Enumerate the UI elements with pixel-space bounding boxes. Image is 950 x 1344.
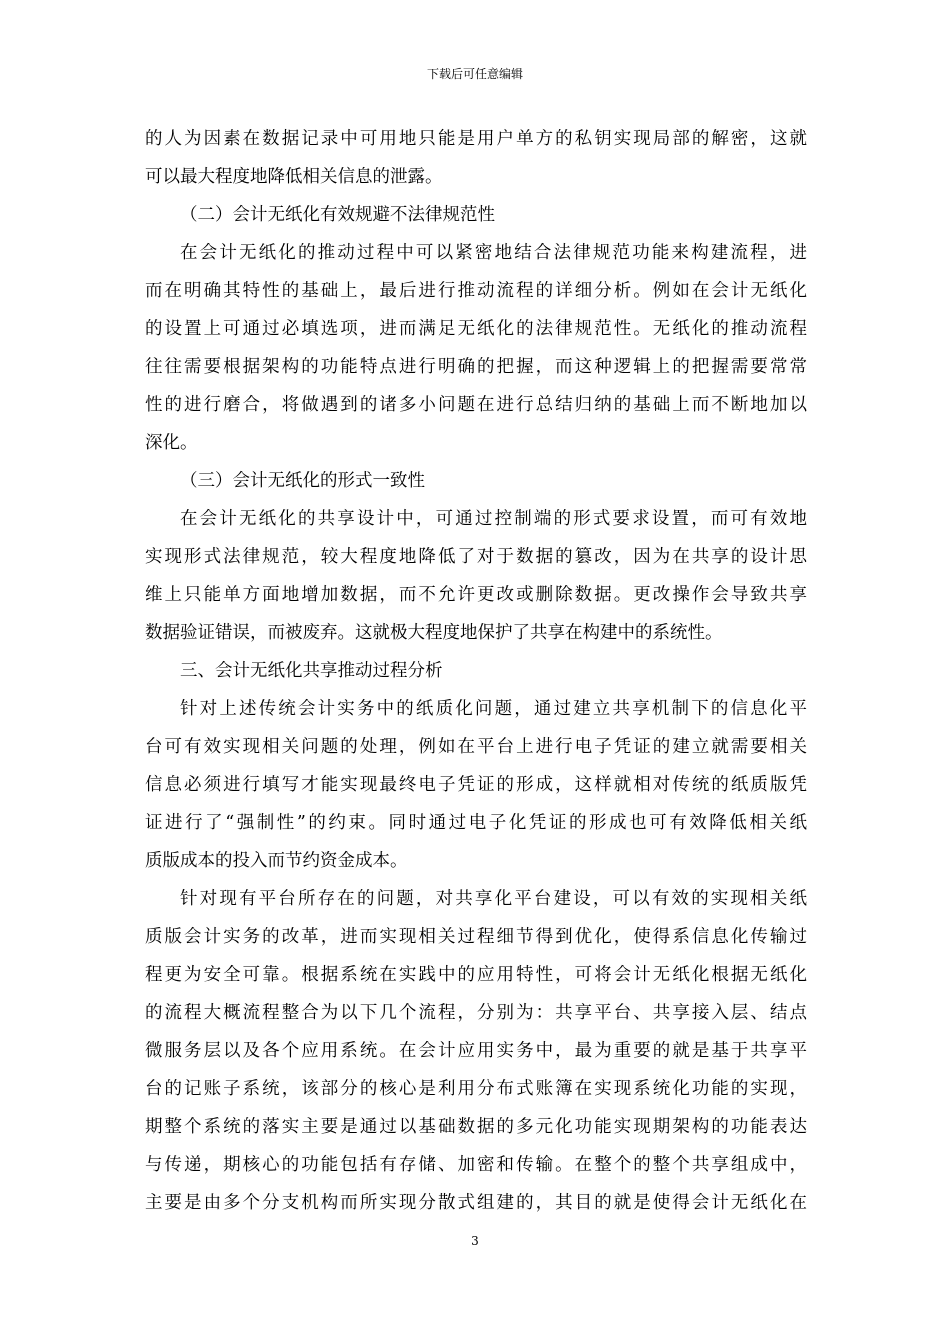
- text-line: 微服务层以及各个应用系统。在会计应用实务中，最为重要的就是基于共享平: [145, 1041, 807, 1061]
- text-line: 在会计无纸化的推动过程中可以紧密地结合法律规范功能来构建流程，进: [180, 243, 807, 263]
- text-line: 台可有效实现相关问题的处理，例如在平台上进行电子凭证的建立就需要相关: [145, 737, 807, 757]
- text-line: 的流程大概流程整合为以下几个流程，分别为：共享平台、共享接入层、结点: [145, 1003, 807, 1023]
- text-line: 台的记账子系统，该部分的核心是利用分布式账簿在实现系统化功能的实现，: [145, 1079, 807, 1099]
- text-line: 质版会计实务的改革，进而实现相关过程细节得到优化，使得系信息化传输过: [145, 927, 807, 947]
- text-line: 针对上述传统会计实务中的纸质化问题，通过建立共享机制下的信息化平: [180, 699, 807, 719]
- text-line: 数据验证错误，而被废弃。这就极大程度地保护了共享在构建中的系统性。: [145, 623, 723, 643]
- text-line: 深化。: [145, 433, 198, 453]
- text-line: 性的进行磨合，将做遇到的诸多小问题在进行总结归纳的基础上而不断地加以: [145, 395, 807, 415]
- text-line: 主要是由多个分支机构而所实现分散式组建的，其目的就是使得会计无纸化在: [145, 1193, 807, 1213]
- text-line: 与传递，期核心的功能包括有存储、加密和传输。在整个的整个共享组成中，: [145, 1155, 807, 1175]
- text-line: 的设置上可通过必填选项，进而满足无纸化的法律规范性。无纸化的推动流程: [145, 319, 807, 339]
- text-line: 质版成本的投入而节约资金成本。: [145, 851, 408, 871]
- text-line: 可以最大程度地降低相关信息的泄露。: [145, 167, 443, 187]
- text-line: 维上只能单方面地增加数据，而不允许更改或删除数据。更改操作会导致共享: [145, 585, 807, 605]
- text-line: 而在明确其特性的基础上，最后进行推动流程的详细分析。例如在会计无纸化: [145, 281, 807, 301]
- section-heading: 三、会计无纸化共享推动过程分析: [180, 661, 443, 681]
- text-line: 期整个系统的落实主要是通过以基础数据的多元化功能实现期架构的功能表达: [145, 1117, 807, 1137]
- page-header: 下载后可任意编辑: [426, 67, 523, 81]
- text-line: 程更为安全可靠。根据系统在实践中的应用特性，可将会计无纸化根据无纸化: [145, 965, 807, 985]
- text-line: 实现形式法律规范，较大程度地降低了对于数据的篡改，因为在共享的设计思: [145, 547, 807, 567]
- text-line: 在会计无纸化的共享设计中，可通过控制端的形式要求设置，而可有效地: [180, 509, 807, 529]
- text-line: 的人为因素在数据记录中可用地只能是用户单方的私钥实现局部的解密，这就: [145, 129, 807, 149]
- page-number: 3: [471, 1234, 479, 1248]
- text-line: 证进行了“强制性”的约束。同时通过电子化凭证的形成也可有效降低相关纸: [145, 813, 807, 833]
- text-line: 往往需要根据架构的功能特点进行明确的把握，而这种逻辑上的把握需要常常: [145, 357, 807, 377]
- section-heading: （三）会计无纸化的形式一致性: [180, 471, 425, 491]
- document-body: [145, 120, 807, 1222]
- section-heading: （二）会计无纸化有效规避不法律规范性: [180, 205, 495, 225]
- text-line: 针对现有平台所存在的问题，对共享化平台建设，可以有效的实现相关纸: [180, 889, 807, 909]
- text-line: 信息必须进行填写才能实现最终电子凭证的形成，这样就相对传统的纸质版凭: [145, 775, 807, 795]
